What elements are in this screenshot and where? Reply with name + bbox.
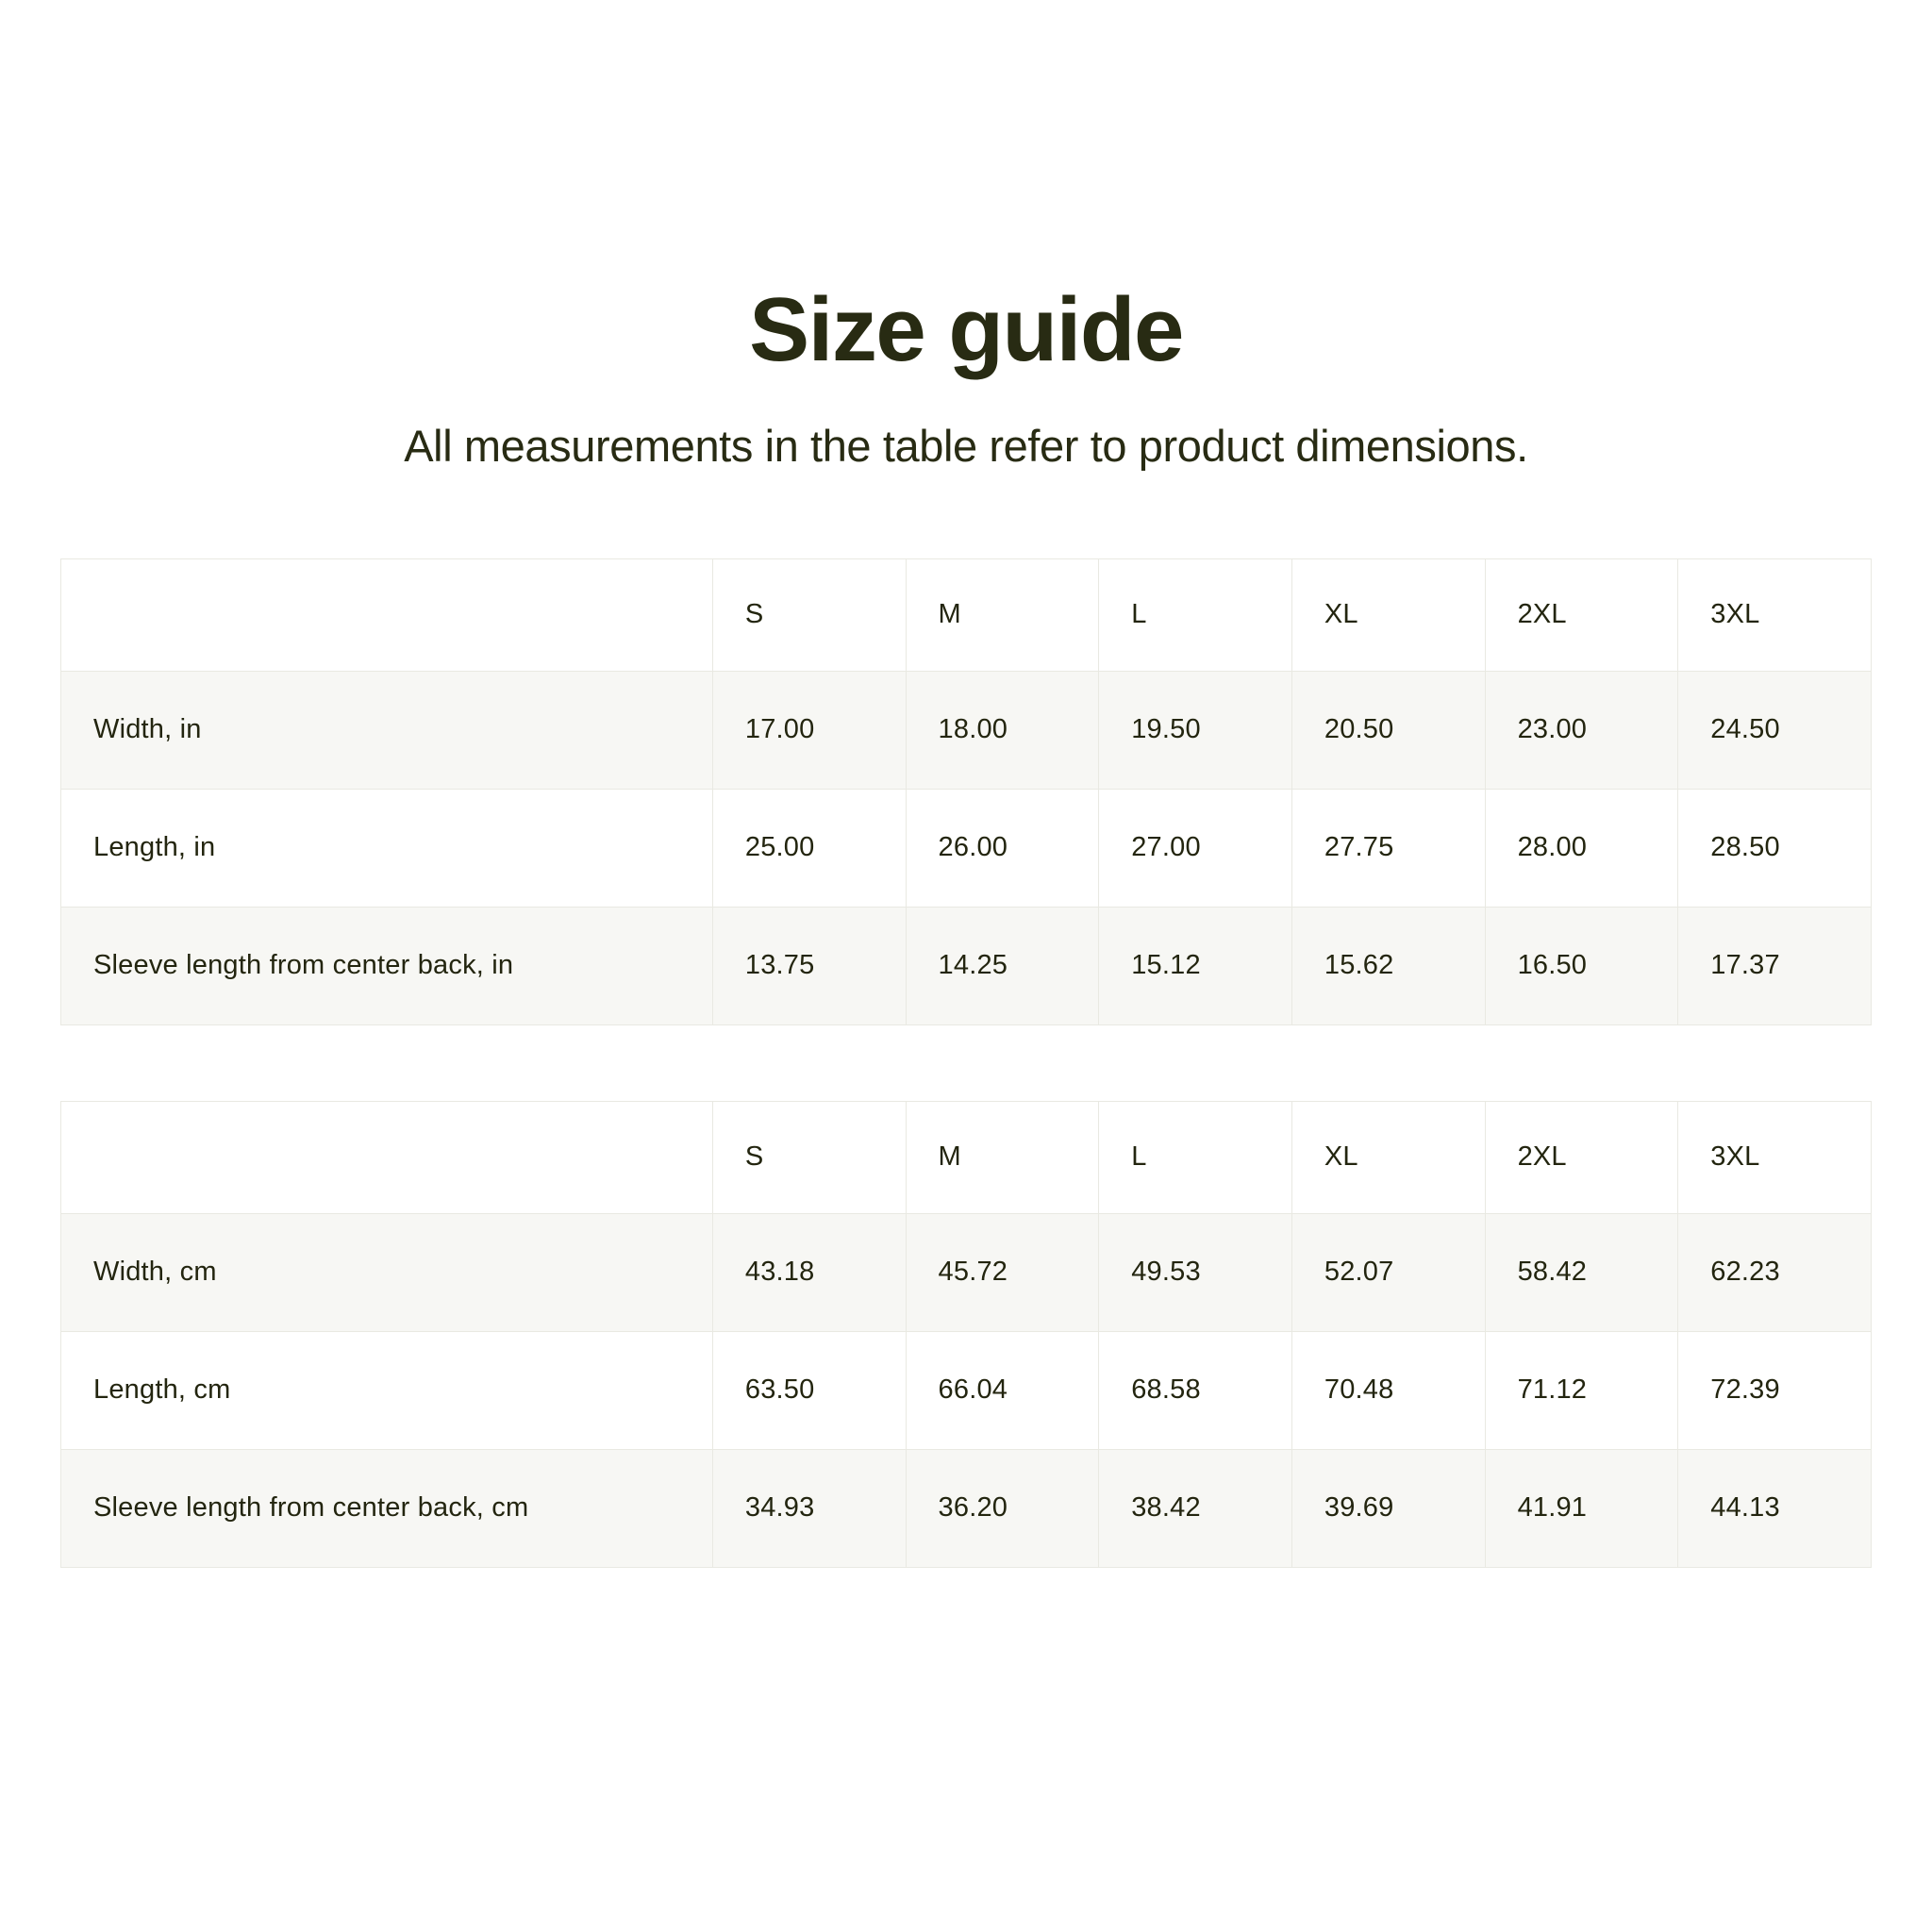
row-label-width-in: Width, in [61, 671, 713, 789]
cell-length-cm-xl: 70.48 [1291, 1331, 1485, 1449]
cell-length-in-l: 27.00 [1099, 789, 1292, 907]
cell-width-cm-s: 43.18 [712, 1213, 906, 1331]
cell-sleeve-in-l: 15.12 [1099, 907, 1292, 1024]
size-table-inches [60, 558, 1872, 1025]
cell-width-cm-xl: 52.07 [1291, 1213, 1485, 1331]
cell-length-cm-3xl: 72.39 [1678, 1331, 1872, 1449]
column-header-s: S [712, 558, 906, 671]
cell-width-in-3xl: 24.50 [1678, 671, 1872, 789]
cell-width-cm-m: 45.72 [906, 1213, 1099, 1331]
cell-sleeve-cm-s: 34.93 [712, 1449, 906, 1567]
row-label-width-cm: Width, cm [61, 1213, 713, 1331]
column-header-l: L [1099, 558, 1292, 671]
table-body-centimeters [61, 1213, 1872, 1567]
table-row [61, 1213, 1872, 1331]
column-header-2xl: 2XL [1485, 558, 1678, 671]
row-label-sleeve-in: Sleeve length from center back, in [61, 907, 713, 1024]
column-header-s: S [712, 1101, 906, 1213]
column-header-xl: XL [1291, 558, 1485, 671]
column-header-2xl: 2XL [1485, 1101, 1678, 1213]
column-header-m: M [906, 1101, 1099, 1213]
cell-sleeve-in-m: 14.25 [906, 907, 1099, 1024]
cell-length-in-3xl: 28.50 [1678, 789, 1872, 907]
table-header-row [61, 558, 1872, 671]
cell-width-in-s: 17.00 [712, 671, 906, 789]
row-label-length-cm: Length, cm [61, 1331, 713, 1449]
cell-width-cm-2xl: 58.42 [1485, 1213, 1678, 1331]
table-row [61, 789, 1872, 907]
table-body-inches [61, 671, 1872, 1024]
column-header-xl: XL [1291, 1101, 1485, 1213]
row-label-sleeve-cm: Sleeve length from center back, cm [61, 1449, 713, 1567]
cell-length-in-m: 26.00 [906, 789, 1099, 907]
column-header-3xl: 3XL [1678, 1101, 1872, 1213]
size-table-inches-wrapper [60, 558, 1872, 1025]
cell-sleeve-cm-l: 38.42 [1099, 1449, 1292, 1567]
cell-sleeve-cm-3xl: 44.13 [1678, 1449, 1872, 1567]
cell-length-cm-2xl: 71.12 [1485, 1331, 1678, 1449]
cell-sleeve-in-2xl: 16.50 [1485, 907, 1678, 1024]
cell-width-in-xl: 20.50 [1291, 671, 1485, 789]
column-header-l: L [1099, 1101, 1292, 1213]
cell-length-in-2xl: 28.00 [1485, 789, 1678, 907]
cell-length-in-s: 25.00 [712, 789, 906, 907]
column-header-3xl: 3XL [1678, 558, 1872, 671]
cell-length-cm-m: 66.04 [906, 1331, 1099, 1449]
cell-length-cm-s: 63.50 [712, 1331, 906, 1449]
column-header-corner [61, 1101, 713, 1213]
table-row [61, 1449, 1872, 1567]
table-header-centimeters [61, 1101, 1872, 1213]
cell-width-cm-l: 49.53 [1099, 1213, 1292, 1331]
cell-sleeve-in-s: 13.75 [712, 907, 906, 1024]
size-table-centimeters-wrapper [60, 1101, 1872, 1568]
cell-sleeve-cm-m: 36.20 [906, 1449, 1099, 1567]
table-row [61, 671, 1872, 789]
row-label-length-in: Length, in [61, 789, 713, 907]
table-header-row [61, 1101, 1872, 1213]
cell-length-cm-l: 68.58 [1099, 1331, 1292, 1449]
page-subtitle: All measurements in the table refer to product dimensions. [404, 420, 1528, 471]
cell-width-in-l: 19.50 [1099, 671, 1292, 789]
table-header-inches [61, 558, 1872, 671]
cell-width-in-m: 18.00 [906, 671, 1099, 789]
cell-sleeve-in-xl: 15.62 [1291, 907, 1485, 1024]
table-row [61, 907, 1872, 1024]
size-table-centimeters [60, 1101, 1872, 1568]
cell-sleeve-in-3xl: 17.37 [1678, 907, 1872, 1024]
page-title: Size guide [749, 279, 1183, 380]
table-row [61, 1331, 1872, 1449]
column-header-corner [61, 558, 713, 671]
cell-sleeve-cm-xl: 39.69 [1291, 1449, 1485, 1567]
column-header-m: M [906, 558, 1099, 671]
cell-width-in-2xl: 23.00 [1485, 671, 1678, 789]
cell-width-cm-3xl: 62.23 [1678, 1213, 1872, 1331]
cell-sleeve-cm-2xl: 41.91 [1485, 1449, 1678, 1567]
cell-length-in-xl: 27.75 [1291, 789, 1485, 907]
